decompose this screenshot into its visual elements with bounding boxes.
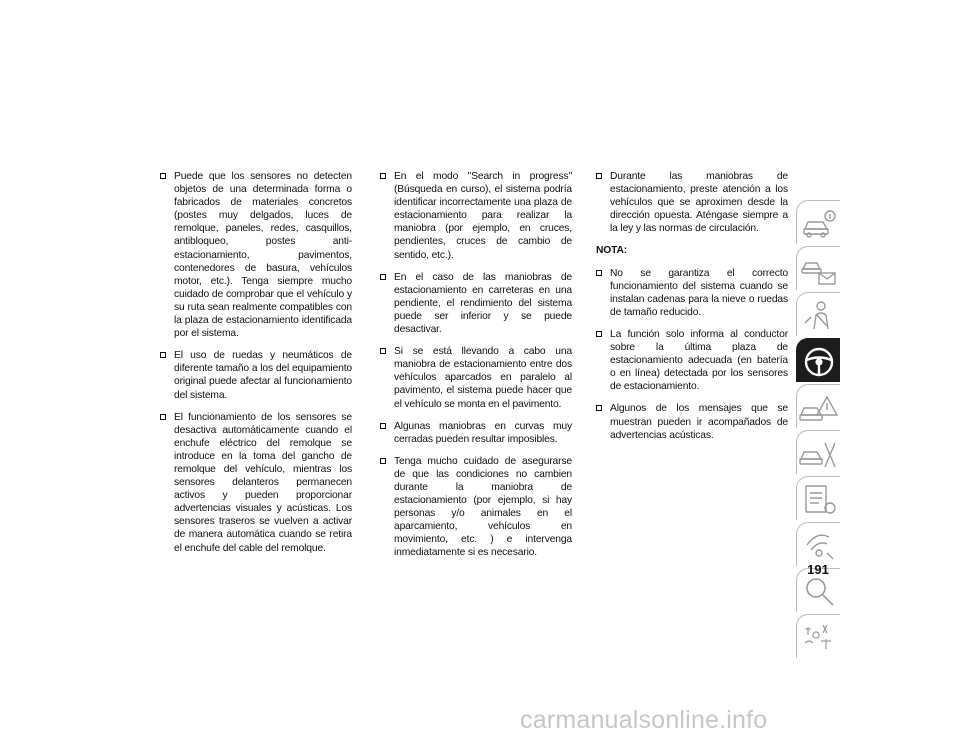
bullet-text: El uso de ruedas y neumáticos de diferente tamaño a los del equipamiento original puede afectar al funcionamiento del sistema. xyxy=(174,350,352,401)
bullet-text: El funcionamiento de los sensores se desactiva automáticamente cuando el enchufe eléctrico del remolque se introduce en la toma del gancho de remolque del vehículo, mientras los sensores delanteros permanecen activos y pueden proporcionar advertencias visuales y acústicas. Los sensores traseros se vuelven a activar de manera automática cuando se retira el enchufe del cable del remolque. xyxy=(174,411,352,554)
square-bullet-icon xyxy=(160,173,166,179)
square-bullet-icon xyxy=(596,405,602,411)
tab-car-info[interactable] xyxy=(796,200,840,244)
car-service-tools-icon xyxy=(797,431,840,474)
bullet-item xyxy=(380,271,572,336)
bullet-item xyxy=(380,345,572,410)
bullet-text: No se garantiza el correcto funcionamiento del sistema cuando se instalan cadenas para la nieve o ruedas de tamaño reducido. xyxy=(610,267,788,318)
tab-car-messages[interactable] xyxy=(796,246,840,290)
bullet-text: Algunas maniobras en curvas muy cerradas pueden resultar imposibles. xyxy=(394,420,572,445)
car-envelope-icon xyxy=(797,247,840,290)
bullet-text: Si se está llevando a cabo una maniobra de estacionamiento entre dos vehículos aparcados en paralelo al pavimento, el sistema puede hacer que el vehículo se monta en el pavimento. xyxy=(394,346,572,410)
bullet-text: Puede que los sensores no detecten objetos de una determinada forma o fabricados de materiales concretos (postes muy delgados, luces de remolque, paneles, redes, casquillos, antibloqueo, postes anti-estacionamiento, pavimentos, contenedores de basura, vehículos motor, etc.). Tenga siempre mucho cuidado de comprobar que el vehículo y su ruta sean realmente compatibles con la plaza de estacionamiento identificada por el sistema. xyxy=(174,171,352,340)
bullet-text: Tenga mucho cuidado de asegurarse de que las condiciones no cambien durante la maniobra de estacionamiento (por ejemplo, si hay personas y/o animales en el aparcamiento, vehículos en movimiento, etc. ) e intervenga inmediatamente si es necesario. xyxy=(394,455,572,559)
chapter-tabs xyxy=(796,200,840,660)
square-bullet-icon xyxy=(596,270,602,276)
tab-multimedia[interactable] xyxy=(796,522,840,566)
square-bullet-icon xyxy=(380,173,386,179)
bullet-text: Algunos de los mensajes que se muestran pueden ir acompañados de advertencias acústicas. xyxy=(610,403,788,441)
text-column-2 xyxy=(380,170,572,569)
bullet-item xyxy=(596,402,788,441)
seatbelt-person-icon xyxy=(797,293,840,336)
square-bullet-icon xyxy=(596,331,602,337)
car-warning-icon xyxy=(797,385,840,428)
tab-languages[interactable] xyxy=(796,614,840,658)
tab-service[interactable] xyxy=(796,430,840,474)
page-number: 191 xyxy=(807,562,829,577)
bullet-text: En el caso de las maniobras de estacionamiento en carreteras en una pendiente, el rendimiento del sistema puede ser inferior y se puede desactivar. xyxy=(394,271,572,336)
square-bullet-icon xyxy=(160,352,166,358)
square-bullet-icon xyxy=(380,458,386,464)
square-bullet-icon xyxy=(596,173,602,179)
bullet-item xyxy=(596,170,788,235)
note-heading: NOTA: xyxy=(596,245,628,257)
steering-wheel-icon xyxy=(797,339,840,382)
bullet-item xyxy=(596,267,788,319)
tab-emergency[interactable] xyxy=(796,384,840,428)
tab-safety[interactable] xyxy=(796,292,840,336)
bullet-item xyxy=(380,455,572,560)
bullet-item xyxy=(160,349,352,401)
multimedia-icon xyxy=(797,523,840,566)
bullet-item xyxy=(596,328,788,393)
bullet-item xyxy=(380,170,572,262)
bullet-item xyxy=(380,420,572,446)
specifications-list-icon xyxy=(797,477,840,520)
square-bullet-icon xyxy=(380,274,386,280)
tab-driving[interactable] xyxy=(796,338,840,382)
square-bullet-icon xyxy=(380,423,386,429)
languages-icon xyxy=(797,615,840,658)
bullet-text: En el modo "Search in progress" (Búsqueda en curso), el sistema podría identificar incorrectamente una plaza de estacionamiento para realizar la maniobra (por ejemplo, en cruces, pendientes, cruces de cambio de sentido, etc.). xyxy=(394,171,572,261)
bullet-item xyxy=(160,170,352,340)
tab-specifications[interactable] xyxy=(796,476,840,520)
square-bullet-icon xyxy=(160,414,166,420)
bullet-item xyxy=(160,411,352,555)
square-bullet-icon xyxy=(380,348,386,354)
watermark: carmanualsonline.info xyxy=(520,706,768,734)
bullet-text: La función solo informa al conductor sobre la última plaza de estacionamiento adecuada (en batería o en línea) detectada por los sensores de estacionamiento. xyxy=(610,328,788,393)
bullet-text: Durante las maniobras de estacionamiento, preste atención a los vehículos que se aproximen desde la dirección opuesta. Aténgase siempre a la ley y las normas de circulación. xyxy=(610,171,788,235)
text-column-1 xyxy=(160,170,352,564)
text-column-3 xyxy=(596,170,788,451)
car-info-icon xyxy=(797,201,840,244)
